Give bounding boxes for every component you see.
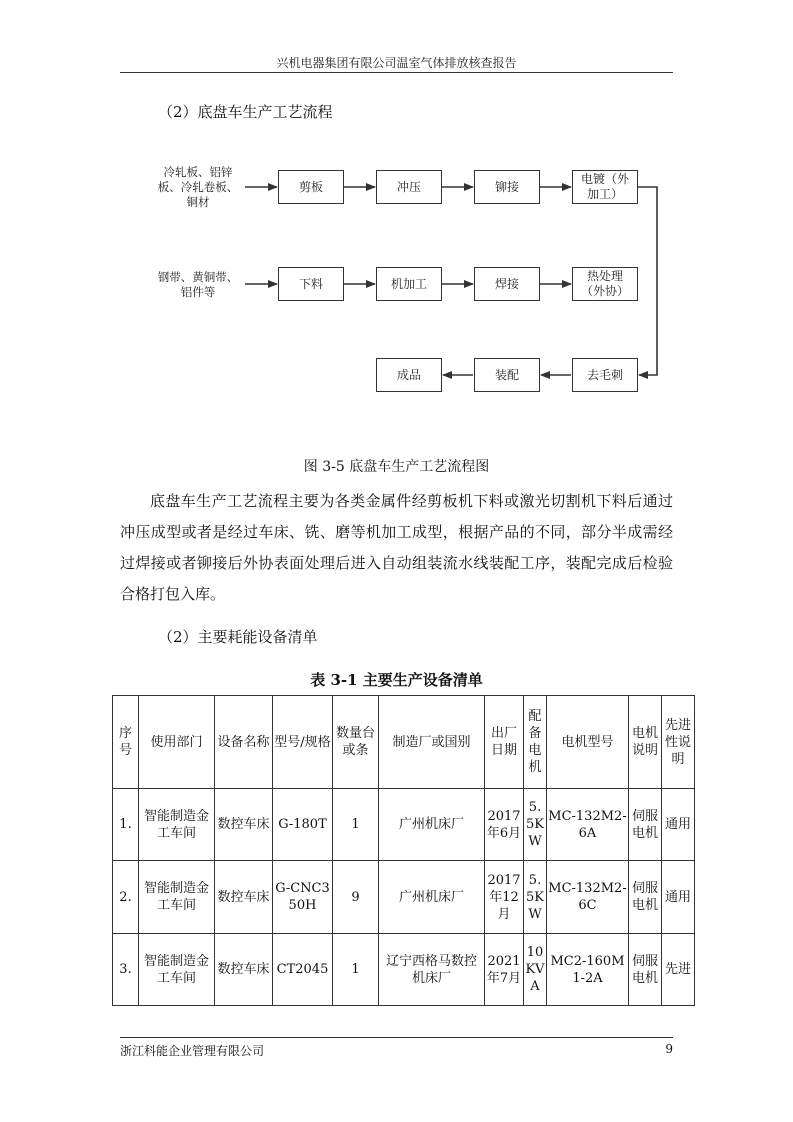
table-cell: 智能制造金工车间 <box>139 861 215 934</box>
flowchart-arrows <box>0 0 793 420</box>
table-header-cell: 电机型号 <box>547 696 629 789</box>
table-cell: 2017年12月 <box>485 861 524 934</box>
body-paragraph: 底盘车生产工艺流程主要为各类金属件经剪板机下料或激光切割机下料后通过冲压成型或者是经过车床、铣、磨等机加工成型，根据产品的不同，部分半成需经过焊接或者铆接后外协表面处理后进入自动组装流水线装配工序，装配完成后检验合格打包入库。 <box>120 492 673 603</box>
table-header-row <box>113 696 695 789</box>
flow-step-deburring: 去毛刺 <box>572 358 638 392</box>
table-header-cell: 型号/规格 <box>273 696 333 789</box>
table-cell: MC-132M2-6C <box>547 861 629 934</box>
page-number: 9 <box>665 1042 673 1056</box>
table-cell: 通用 <box>662 861 695 934</box>
table-cell: 广州机床厂 <box>379 861 485 934</box>
table-cell: 9 <box>333 861 379 934</box>
flow-source-1-line: 铜材 <box>186 195 210 209</box>
table-header-cell: 配备电机 <box>524 696 547 789</box>
table-row <box>113 789 695 861</box>
page-header: 兴机电器集团有限公司温室气体排放核查报告 <box>276 56 517 70</box>
table-cell: 5.5KW <box>524 789 547 861</box>
equipment-table <box>112 695 695 1006</box>
table-header-cell: 设备名称 <box>215 696 273 789</box>
table-cell: 2017年6月 <box>485 789 524 861</box>
flow-step-welding: 焊接 <box>474 267 540 301</box>
table-cell: 伺服电机 <box>629 861 662 934</box>
flow-step-heat-line: 热处理 <box>586 269 623 283</box>
flow-step-blanking: 下料 <box>278 267 344 301</box>
flow-step-heat-treatment <box>572 267 638 301</box>
table-cell: CT2045 <box>273 934 333 1006</box>
table-cell: 伺服电机 <box>629 934 662 1006</box>
table-cell: 数控车床 <box>215 934 273 1006</box>
flow-step-plating-line: 加工） <box>586 187 623 201</box>
footer-company: 浙江科能企业管理有限公司 <box>120 1044 265 1058</box>
table-cell: 2. <box>113 861 139 934</box>
table-header-cell: 电机说明 <box>629 696 662 789</box>
table-cell: MC2-160M1-2A <box>547 934 629 1006</box>
table-cell: 辽宁西格马数控机床厂 <box>379 934 485 1006</box>
table-row <box>113 934 695 1006</box>
section-title-process: （2）底盘车生产工艺流程 <box>158 103 333 121</box>
flow-step-finished-product: 成品 <box>376 358 442 392</box>
flow-source-2 <box>152 270 244 300</box>
table-cell: 3. <box>113 934 139 1006</box>
flow-source-2-line: 钢带、黄铜带、 <box>157 270 239 284</box>
table-cell: 先进 <box>662 934 695 1006</box>
section-title-equipment: （2）主要耗能设备清单 <box>158 628 318 646</box>
flow-step-stamp: 冲压 <box>376 170 442 204</box>
table-cell: G-CNC350H <box>273 861 333 934</box>
flow-step-plating <box>572 170 638 204</box>
table-cell: 通用 <box>662 789 695 861</box>
flow-source-1-line: 板、冷轧卷板、 <box>157 180 239 194</box>
table-cell: MC-132M2-6A <box>547 789 629 861</box>
flow-step-heat-line: （外协） <box>580 284 629 298</box>
flow-step-plating-line: 电镀（外 <box>580 172 629 186</box>
table-cell: 1 <box>333 789 379 861</box>
table-header-cell: 使用部门 <box>139 696 215 789</box>
table-cell: 1. <box>113 789 139 861</box>
figure-caption: 图 3-5 底盘车生产工艺流程图 <box>303 459 490 475</box>
table-header-cell: 数量台或条 <box>333 696 379 789</box>
table-cell: 广州机床厂 <box>379 789 485 861</box>
flow-step-rivet: 铆接 <box>474 170 540 204</box>
table-cell: G-180T <box>273 789 333 861</box>
flow-step-cut: 剪板 <box>278 170 344 204</box>
table-row <box>113 861 695 934</box>
table-cell: 10KVA <box>524 934 547 1006</box>
table-cell: 数控车床 <box>215 789 273 861</box>
table-cell: 1 <box>333 934 379 1006</box>
flow-step-machining: 机加工 <box>376 267 442 301</box>
arrow-right-connector <box>637 187 657 375</box>
table-header-cell: 出厂日期 <box>485 696 524 789</box>
table-header-cell: 先进性说明 <box>662 696 695 789</box>
flow-source-1-line: 冷轧板、铝锌 <box>163 165 233 179</box>
footer-rule <box>120 1037 673 1038</box>
table-cell: 智能制造金工车间 <box>139 934 215 1006</box>
table-header-cell: 序号 <box>113 696 139 789</box>
flow-step-assembly: 装配 <box>474 358 540 392</box>
table-cell: 5.5KW <box>524 861 547 934</box>
table-caption: 表 3-1 主要生产设备清单 <box>310 671 483 689</box>
table-cell: 智能制造金工车间 <box>139 789 215 861</box>
flow-source-1 <box>152 165 244 210</box>
table-cell: 2021年7月 <box>485 934 524 1006</box>
flow-source-2-line: 铝件等 <box>180 285 216 299</box>
table-header-cell: 制造厂或国别 <box>379 696 485 789</box>
table-cell: 伺服电机 <box>629 789 662 861</box>
table-cell: 数控车床 <box>215 861 273 934</box>
